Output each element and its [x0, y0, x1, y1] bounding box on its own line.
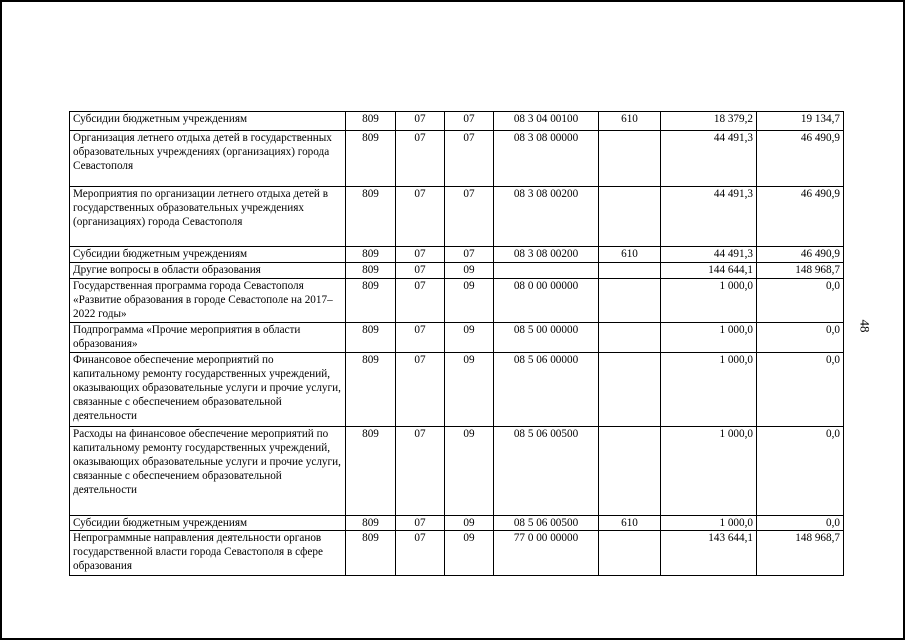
cell-vr	[599, 131, 661, 187]
cell-pr: 09	[445, 531, 494, 576]
cell-vr	[599, 187, 661, 247]
cell-sum-1: 44 491,3	[661, 187, 757, 247]
cell-csr	[494, 263, 599, 279]
cell-sum-2: 0,0	[757, 323, 844, 353]
cell-ved: 809	[346, 531, 396, 576]
table-row	[70, 531, 844, 576]
cell-pr: 07	[445, 247, 494, 263]
cell-ved: 809	[346, 131, 396, 187]
cell-name: Мероприятия по организации летнего отдыха детей в государственных образовательных учреждениях (организациях) города Севастополя	[70, 187, 346, 247]
budget-table	[69, 111, 844, 576]
cell-sum-2: 46 490,9	[757, 247, 844, 263]
cell-pr: 09	[445, 427, 494, 516]
cell-ved: 809	[346, 263, 396, 279]
cell-csr: 08 0 00 00000	[494, 279, 599, 323]
cell-rz: 07	[396, 516, 445, 531]
table-row	[70, 427, 844, 516]
cell-name: Организация летнего отдыха детей в государственных образовательных учреждениях (организациях) города Севастополя	[70, 131, 346, 187]
cell-sum-1: 1 000,0	[661, 516, 757, 531]
page-number: 48	[857, 319, 873, 333]
table-row	[70, 247, 844, 263]
table-row	[70, 187, 844, 247]
cell-pr: 09	[445, 279, 494, 323]
cell-rz: 07	[396, 263, 445, 279]
cell-name: Подпрограмма «Прочие мероприятия в области образования»	[70, 323, 346, 353]
cell-vr	[599, 353, 661, 427]
cell-sum-2: 0,0	[757, 427, 844, 516]
cell-rz: 07	[396, 247, 445, 263]
cell-csr: 08 5 06 00500	[494, 516, 599, 531]
cell-ved: 809	[346, 112, 396, 131]
cell-name: Непрограммные направления деятельности органов государственной власти города Севастополя в сфере образования	[70, 531, 346, 576]
cell-vr: 610	[599, 112, 661, 131]
cell-rz: 07	[396, 279, 445, 323]
table-row	[70, 263, 844, 279]
cell-rz: 07	[396, 131, 445, 187]
cell-rz: 07	[396, 427, 445, 516]
cell-vr: 610	[599, 516, 661, 531]
table-row	[70, 279, 844, 323]
cell-name: Субсидии бюджетным учреждениям	[70, 516, 346, 531]
table-row	[70, 323, 844, 353]
table-row	[70, 131, 844, 187]
cell-pr: 07	[445, 187, 494, 247]
cell-ved: 809	[346, 427, 396, 516]
cell-pr: 09	[445, 516, 494, 531]
cell-pr: 07	[445, 131, 494, 187]
cell-ved: 809	[346, 187, 396, 247]
cell-rz: 07	[396, 531, 445, 576]
cell-csr: 08 5 06 00000	[494, 353, 599, 427]
cell-vr	[599, 263, 661, 279]
cell-name: Субсидии бюджетным учреждениям	[70, 247, 346, 263]
cell-ved: 809	[346, 279, 396, 323]
cell-csr: 08 3 04 00100	[494, 112, 599, 131]
cell-ved: 809	[346, 323, 396, 353]
cell-sum-1: 1 000,0	[661, 323, 757, 353]
table-row	[70, 516, 844, 531]
cell-name: Финансовое обеспечение мероприятий по капитальному ремонту государственных учреждений, оказывающих образовательные услуги и прочие услуги, связанные с обеспечением образовательной деятельности	[70, 353, 346, 427]
cell-sum-2: 148 968,7	[757, 531, 844, 576]
cell-sum-1: 144 644,1	[661, 263, 757, 279]
table-row	[70, 112, 844, 131]
cell-pr: 09	[445, 323, 494, 353]
cell-sum-2: 19 134,7	[757, 112, 844, 131]
cell-vr	[599, 279, 661, 323]
cell-sum-1: 1 000,0	[661, 279, 757, 323]
cell-vr	[599, 531, 661, 576]
cell-sum-2: 0,0	[757, 353, 844, 427]
cell-sum-2: 46 490,9	[757, 131, 844, 187]
cell-sum-1: 1 000,0	[661, 427, 757, 516]
cell-csr: 08 3 08 00000	[494, 131, 599, 187]
cell-sum-2: 148 968,7	[757, 263, 844, 279]
cell-sum-2: 46 490,9	[757, 187, 844, 247]
cell-csr: 77 0 00 00000	[494, 531, 599, 576]
cell-sum-1: 44 491,3	[661, 131, 757, 187]
cell-csr: 08 3 08 00200	[494, 187, 599, 247]
cell-sum-2: 0,0	[757, 516, 844, 531]
cell-name: Субсидии бюджетным учреждениям	[70, 112, 346, 131]
cell-vr	[599, 323, 661, 353]
cell-csr: 08 3 08 00200	[494, 247, 599, 263]
table-row	[70, 353, 844, 427]
cell-ved: 809	[346, 353, 396, 427]
cell-name: Другие вопросы в области образования	[70, 263, 346, 279]
cell-csr: 08 5 00 00000	[494, 323, 599, 353]
cell-ved: 809	[346, 247, 396, 263]
cell-sum-1: 143 644,1	[661, 531, 757, 576]
cell-name: Расходы на финансовое обеспечение мероприятий по капитальному ремонту государственных учреждений, оказывающих образовательные услуги и прочие услуги, связанные с обеспечением образовательной деятельности	[70, 427, 346, 516]
table-body	[70, 112, 844, 576]
cell-rz: 07	[396, 323, 445, 353]
cell-csr: 08 5 06 00500	[494, 427, 599, 516]
cell-pr: 09	[445, 263, 494, 279]
cell-rz: 07	[396, 112, 445, 131]
cell-vr: 610	[599, 247, 661, 263]
cell-sum-1: 44 491,3	[661, 247, 757, 263]
cell-vr	[599, 427, 661, 516]
cell-sum-2: 0,0	[757, 279, 844, 323]
cell-sum-1: 18 379,2	[661, 112, 757, 131]
cell-rz: 07	[396, 187, 445, 247]
cell-name: Государственная программа города Севастополя «Развитие образования в городе Севастополе на 2017–2022 годы»	[70, 279, 346, 323]
cell-rz: 07	[396, 353, 445, 427]
cell-pr: 07	[445, 112, 494, 131]
cell-pr: 09	[445, 353, 494, 427]
cell-ved: 809	[346, 516, 396, 531]
cell-sum-1: 1 000,0	[661, 353, 757, 427]
